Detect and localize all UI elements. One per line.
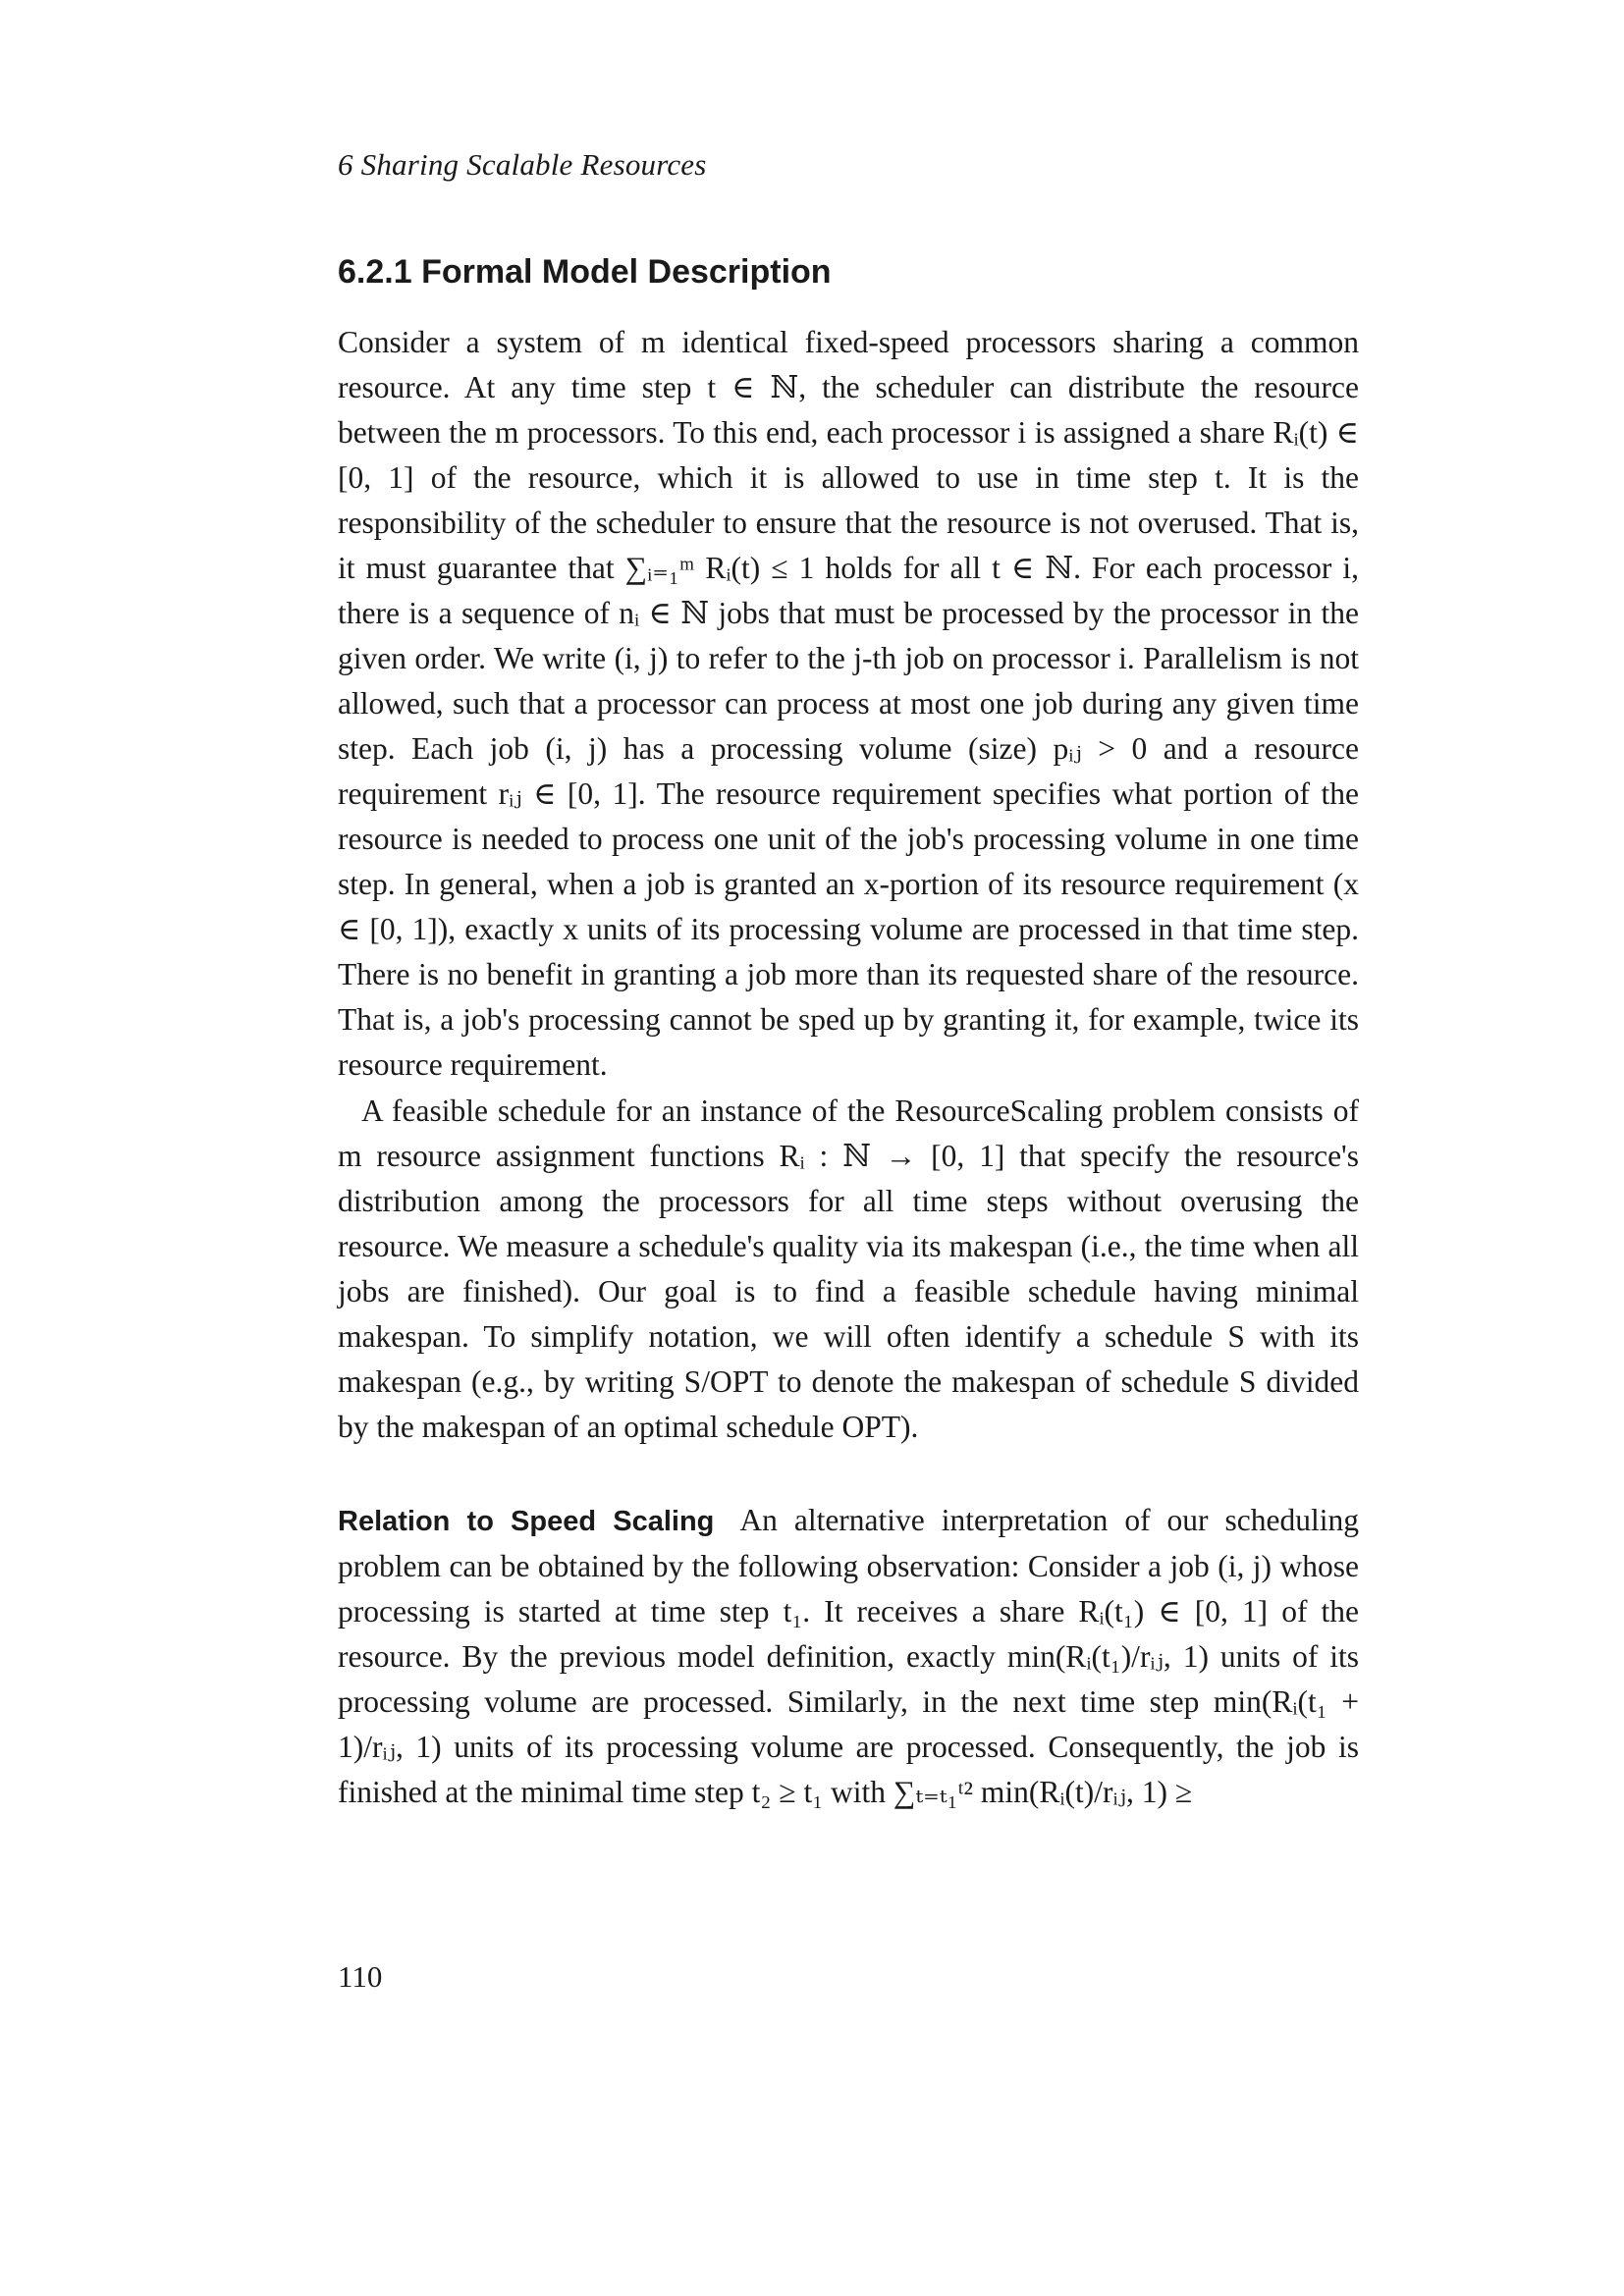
paragraph-body: An alternative interpretation of our scheduling problem can be obtained by the following observation: Consider a job (i, j) whose processing is started at time step t₁. It receives a share Rᵢ(t₁) ∈ [0, 1] of the resource. By the previous model definition, exactly min(Rᵢ(t₁)/rᵢⱼ, 1) units of its processing volume are processed. Similarly, in the next time step min(Rᵢ(t₁ + 1)/rᵢⱼ, 1) units of its processing volume are processed. Consequently, the job is finished at the minimal time step t₂ ≥ t₁ with ∑ₜ₌ₜ₁ᵗ² min(Rᵢ(t)/rᵢⱼ, 1) ≥ xyxy=(338,1503,1359,1809)
page-number: 110 xyxy=(338,1959,383,1994)
paragraph-feasible-schedule xyxy=(338,1089,1359,1450)
paragraph-heading: Relation to Speed Scaling xyxy=(338,1506,715,1537)
paragraph-text xyxy=(338,1498,1359,1815)
paragraph-model-definition xyxy=(338,320,1359,1088)
section-heading: 6.2.1 Formal Model Description xyxy=(338,253,832,291)
paragraph-speed-scaling xyxy=(338,1498,1359,1815)
running-head: 6 Sharing Scalable Resources xyxy=(338,147,707,182)
paragraph-text: A feasible schedule for an instance of the ResourceScaling problem consists of m resource assignment functions Rᵢ : ℕ → [0, 1] that specify the resource's distribution among the processors for all time steps without overusing the resource. We measure a schedule's quality via its makespan (i.e., the time when all jobs are finished). Our goal is to find a feasible schedule having minimal makespan. To simplify notation, we will often identify a schedule S with its makespan (e.g., by writing S/OPT to denote the makespan of schedule S divided by the makespan of an optimal schedule OPT). xyxy=(338,1094,1359,1444)
paragraph-text: Consider a system of m identical fixed-speed processors sharing a common resource. At any time step t ∈ ℕ, the scheduler can distribute the resource between the m processors. To this end, each processor i is assigned a share Rᵢ(t) ∈ [0, 1] of the resource, which it is allowed to use in time step t. It is the responsibility of the scheduler to ensure that the resource is not overused. That is, it must guarantee that ∑ᵢ₌₁ᵐ Rᵢ(t) ≤ 1 holds for all t ∈ ℕ. For each processor i, there is a sequence of nᵢ ∈ ℕ jobs that must be processed by the processor in the given order. We write (i, j) to refer to the j-th job on processor i. Parallelism is not allowed, such that a processor can process at most one job during any given time step. Each job (i, j) has a processing volume (size) pᵢⱼ > 0 and a resource requirement rᵢⱼ ∈ [0, 1]. The resource requirement specifies what portion of the resource is needed to process one unit of the job's processing volume in one time step. In general, when a job is granted an x-portion of its resource requirement (x ∈ [0, 1]), exactly x units of its processing volume are processed in that time step. There is no benefit in granting a job more than its requested share of the resource. That is, a job's processing cannot be sped up by granting it, for example, twice its resource requirement. xyxy=(338,325,1359,1082)
